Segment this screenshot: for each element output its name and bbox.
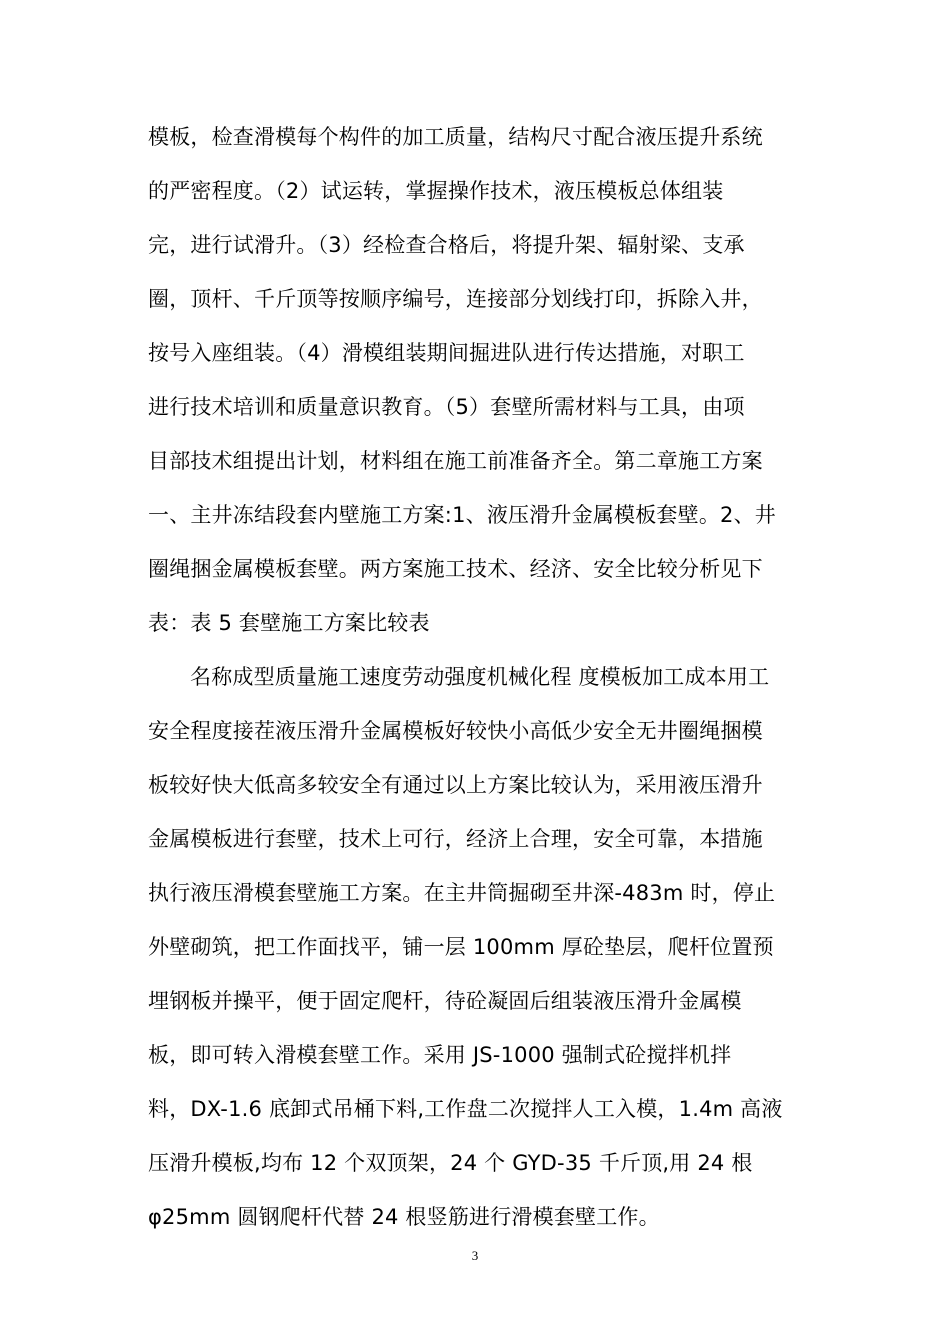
text-line: 完，进行试滑升。（3）经检查合格后，将提升架、辐射梁、支承 — [148, 233, 745, 257]
text-line: 名称成型质量施工速度劳动强度机械化程 度模板加工成本用工 — [190, 665, 770, 689]
text-line: 圈，顶杆、千斤顶等按顺序编号，连接部分划线打印，拆除入井， — [148, 287, 763, 311]
text-line: φ25mm 圆钢爬杆代替 24 根竖筋进行滑模套壁工作。 — [148, 1205, 660, 1229]
text-line: 金属模板进行套壁，技术上可行，经济上合理，安全可靠，本措施 — [148, 827, 763, 851]
text-line: 板，即可转入滑模套壁工作。采用 JS-1000 强制式砼搅拌机拌 — [148, 1043, 732, 1067]
text-line: 埋钢板并操平，便于固定爬杆，待砼凝固后组装液压滑升金属模 — [148, 989, 742, 1013]
text-line: 目部技术组提出计划，材料组在施工前准备齐全。第二章施工方案 — [148, 449, 763, 473]
page-number: 3 — [471, 1248, 479, 1263]
text-line: 按号入座组装。（4）滑模组装期间掘进队进行传达措施，对职工 — [148, 341, 745, 365]
text-line: 压滑升模板,均布 12 个双顶架，24 个 GYD-35 千斤顶,用 24 根 — [148, 1151, 753, 1175]
text-line: 进行技术培训和质量意识教育。（5）套壁所需材料与工具，由项 — [148, 395, 745, 419]
text-line: 安全程度接茬液压滑升金属模板好较快小高低少安全无井圈绳捆模 — [148, 719, 763, 743]
text-line: 的严密程度。（2）试运转，掌握操作技术，液压模板总体组装 — [148, 179, 724, 203]
text-line: 模板，检查滑模每个构件的加工质量，结构尺寸配合液压提升系统 — [148, 125, 763, 149]
text-line: 外壁砌筑，把工作面找平，铺一层 100mm 厚砼垫层，爬杆位置预 — [148, 935, 774, 959]
text-line: 板较好快大低高多较安全有通过以上方案比较认为，采用液压滑升 — [148, 773, 763, 797]
text-line: 表：表 5 套壁施工方案比较表 — [148, 611, 430, 635]
text-line: 圈绳捆金属模板套壁。两方案施工技术、经济、安全比较分析见下 — [148, 557, 763, 581]
text-line: 料，DX-1.6 底卸式吊桶下料,工作盘二次搅拌人工入模，1.4m 高液 — [148, 1097, 783, 1121]
text-line: 一、主井冻结段套内壁施工方案:1、液压滑升金属模板套壁。2、井 — [148, 503, 776, 527]
text-line: 执行液压滑模套壁施工方案。在主井筒掘砌至井深-483m 时，停止 — [148, 881, 776, 905]
